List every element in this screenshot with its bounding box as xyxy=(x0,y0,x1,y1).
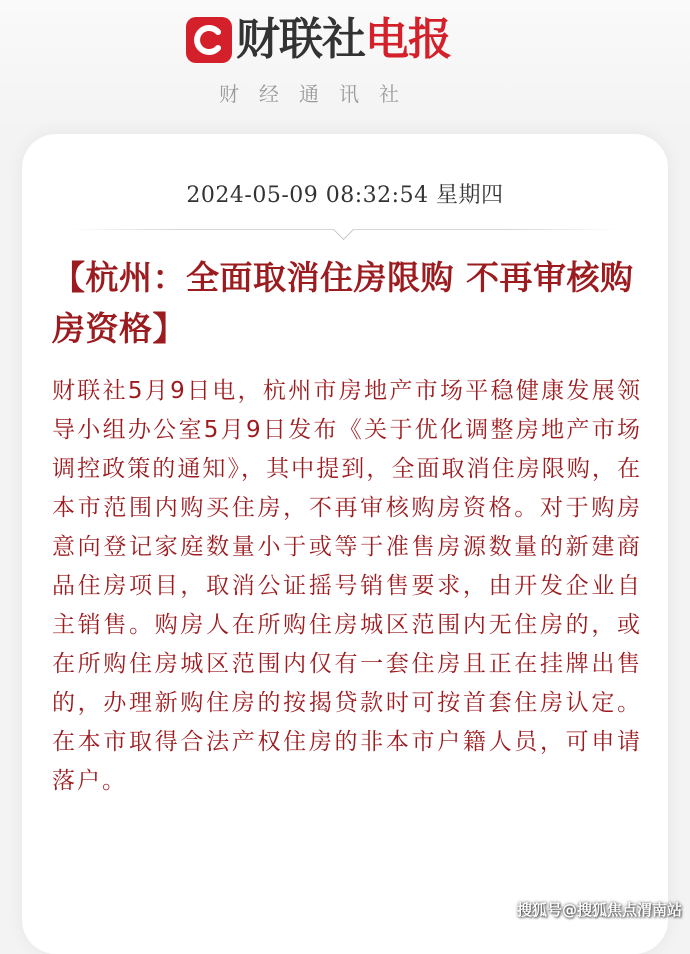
brand-logo-group xyxy=(186,12,451,68)
brand-name: 财联社 xyxy=(236,14,365,65)
brand-name-accent: 电报 xyxy=(365,14,451,65)
article-datetime: 2024-05-09 08:32:54 星期四 xyxy=(186,183,504,208)
c-letter-icon xyxy=(192,23,226,57)
header xyxy=(0,0,690,130)
watermark: 搜狐号@搜狐焦点渭南站 xyxy=(516,901,682,919)
article-headline: 【杭州：全面取消住房限购 不再审核购房资格】 xyxy=(52,258,634,348)
cls-logo-icon xyxy=(186,17,232,63)
article-body: 财联社5月9日电，杭州市房地产市场平稳健康发展领导小组办公室5月9日发布《关于优化调整房地产市场调控政策的通知》，其中提到，全面取消住房限购，在本市范围内购买住房，不再审核购房资格。对于购房意向登记家庭数量小于或等于准售房源数量的新建商品住房项目，取消公证摇号销售要求，由开发企业自主销售。购房人在所购住房城区范围内无住房的，或在所购住房城区范围内仅有一套住房且正在挂牌出售的，办理新购住房的按揭贷款时可按首套住房认定。在本市取得合法产权住房的非本市户籍人员，可申请落户。 xyxy=(52,378,642,794)
brand-tagline: 财经通讯社 xyxy=(219,82,419,106)
